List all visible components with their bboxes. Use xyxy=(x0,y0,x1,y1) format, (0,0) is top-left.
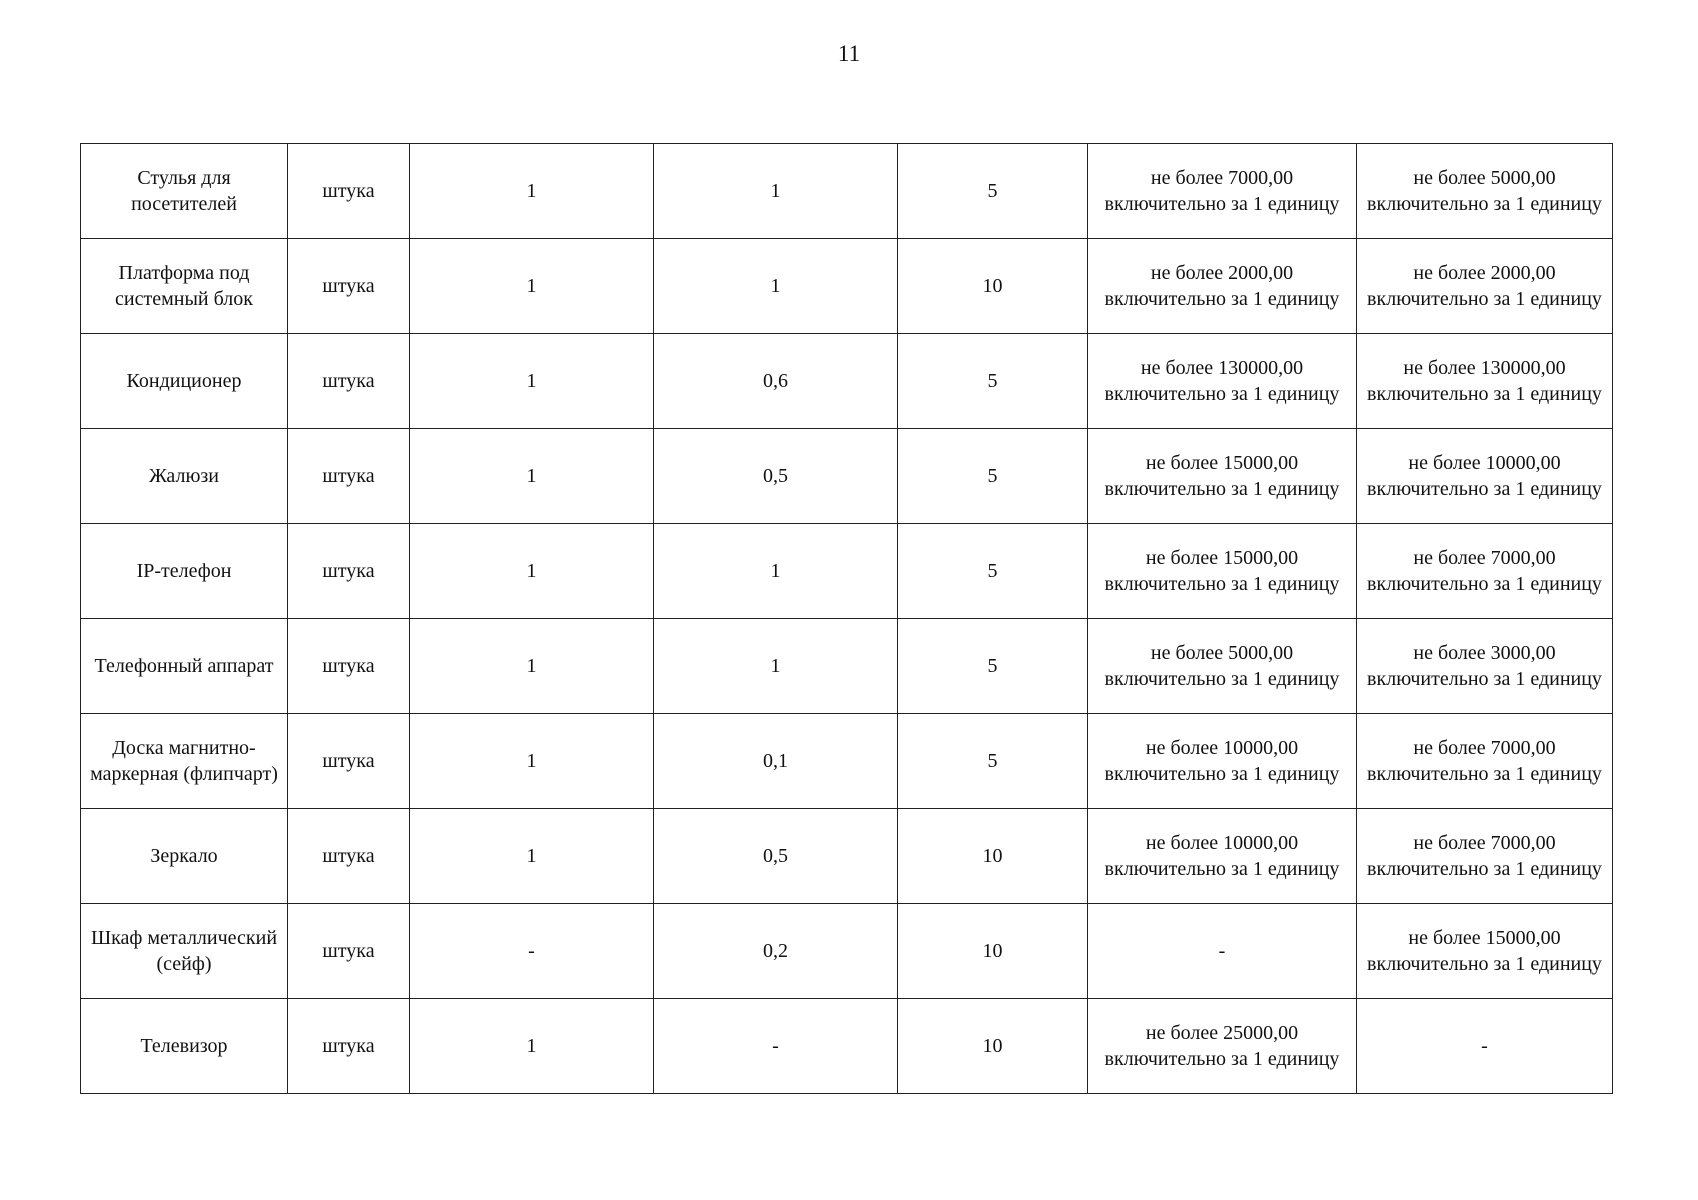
service-life-cell: 5 xyxy=(898,524,1088,619)
price-a-cell: не более 10000,00 включительно за 1 единицу xyxy=(1088,714,1357,809)
table-row xyxy=(81,619,1613,714)
service-life-cell: 10 xyxy=(898,239,1088,334)
price-a-cell: не более 2000,00 включительно за 1 единицу xyxy=(1088,239,1357,334)
item-name-cell: Зеркало xyxy=(81,809,288,904)
service-life-cell: 10 xyxy=(898,809,1088,904)
quantity-a-cell: 1 xyxy=(410,619,654,714)
table-row xyxy=(81,334,1613,429)
unit-cell: штука xyxy=(288,619,410,714)
quantity-a-cell: 1 xyxy=(410,524,654,619)
price-a-cell: не более 130000,00 включительно за 1 единицу xyxy=(1088,334,1357,429)
quantity-b-cell: - xyxy=(654,999,898,1094)
item-name-cell: Платформа под системный блок xyxy=(81,239,288,334)
price-a-cell: не более 10000,00 включительно за 1 единицу xyxy=(1088,809,1357,904)
item-name-cell: IP-телефон xyxy=(81,524,288,619)
quantity-b-cell: 0,6 xyxy=(654,334,898,429)
quantity-a-cell: 1 xyxy=(410,714,654,809)
price-b-cell: не более 130000,00 включительно за 1 единицу xyxy=(1357,334,1613,429)
quantity-b-cell: 1 xyxy=(654,239,898,334)
price-b-cell: не более 3000,00 включительно за 1 единицу xyxy=(1357,619,1613,714)
table-row xyxy=(81,429,1613,524)
price-b-cell: не более 15000,00 включительно за 1 единицу xyxy=(1357,904,1613,999)
service-life-cell: 5 xyxy=(898,144,1088,239)
quantity-b-cell: 1 xyxy=(654,524,898,619)
price-b-cell: не более 10000,00 включительно за 1 единицу xyxy=(1357,429,1613,524)
table-body xyxy=(81,144,1613,1094)
quantity-b-cell: 0,2 xyxy=(654,904,898,999)
unit-cell: штука xyxy=(288,429,410,524)
quantity-b-cell: 0,1 xyxy=(654,714,898,809)
quantity-a-cell: 1 xyxy=(410,239,654,334)
price-a-cell: не более 5000,00 включительно за 1 единицу xyxy=(1088,619,1357,714)
unit-cell: штука xyxy=(288,334,410,429)
price-a-cell: - xyxy=(1088,904,1357,999)
quantity-a-cell: 1 xyxy=(410,809,654,904)
price-b-cell: не более 7000,00 включительно за 1 единицу xyxy=(1357,714,1613,809)
price-b-cell: не более 2000,00 включительно за 1 единицу xyxy=(1357,239,1613,334)
price-a-cell: не более 15000,00 включительно за 1 единицу xyxy=(1088,524,1357,619)
item-name-cell: Стулья для посетителей xyxy=(81,144,288,239)
table-row xyxy=(81,144,1613,239)
quantity-b-cell: 0,5 xyxy=(654,809,898,904)
service-life-cell: 5 xyxy=(898,334,1088,429)
table-row xyxy=(81,524,1613,619)
unit-cell: штука xyxy=(288,144,410,239)
unit-cell: штука xyxy=(288,239,410,334)
table-row xyxy=(81,809,1613,904)
item-name-cell: Телевизор xyxy=(81,999,288,1094)
quantity-b-cell: 1 xyxy=(654,619,898,714)
price-a-cell: не более 15000,00 включительно за 1 единицу xyxy=(1088,429,1357,524)
item-name-cell: Шкаф металлический (сейф) xyxy=(81,904,288,999)
unit-cell: штука xyxy=(288,809,410,904)
service-life-cell: 5 xyxy=(898,429,1088,524)
table-row xyxy=(81,904,1613,999)
quantity-b-cell: 0,5 xyxy=(654,429,898,524)
unit-cell: штука xyxy=(288,904,410,999)
service-life-cell: 10 xyxy=(898,999,1088,1094)
quantity-a-cell: 1 xyxy=(410,429,654,524)
price-b-cell: не более 7000,00 включительно за 1 единицу xyxy=(1357,524,1613,619)
service-life-cell: 5 xyxy=(898,619,1088,714)
quantity-b-cell: 1 xyxy=(654,144,898,239)
table-row xyxy=(81,999,1613,1094)
quantity-a-cell: 1 xyxy=(410,334,654,429)
price-b-cell: не более 7000,00 включительно за 1 единицу xyxy=(1357,809,1613,904)
item-name-cell: Телефонный аппарат xyxy=(81,619,288,714)
unit-cell: штука xyxy=(288,524,410,619)
price-a-cell: не более 25000,00 включительно за 1 единицу xyxy=(1088,999,1357,1094)
norms-table xyxy=(80,143,1613,1094)
quantity-a-cell: 1 xyxy=(410,999,654,1094)
item-name-cell: Жалюзи xyxy=(81,429,288,524)
page-number: 11 xyxy=(837,41,861,66)
item-name-cell: Доска магнитно-маркерная (флипчарт) xyxy=(81,714,288,809)
price-b-cell: - xyxy=(1357,999,1613,1094)
item-name-cell: Кондиционер xyxy=(81,334,288,429)
unit-cell: штука xyxy=(288,714,410,809)
service-life-cell: 5 xyxy=(898,714,1088,809)
table-row xyxy=(81,239,1613,334)
quantity-a-cell: - xyxy=(410,904,654,999)
service-life-cell: 10 xyxy=(898,904,1088,999)
quantity-a-cell: 1 xyxy=(410,144,654,239)
price-b-cell: не более 5000,00 включительно за 1 единицу xyxy=(1357,144,1613,239)
price-a-cell: не более 7000,00 включительно за 1 единицу xyxy=(1088,144,1357,239)
unit-cell: штука xyxy=(288,999,410,1094)
table-row xyxy=(81,714,1613,809)
